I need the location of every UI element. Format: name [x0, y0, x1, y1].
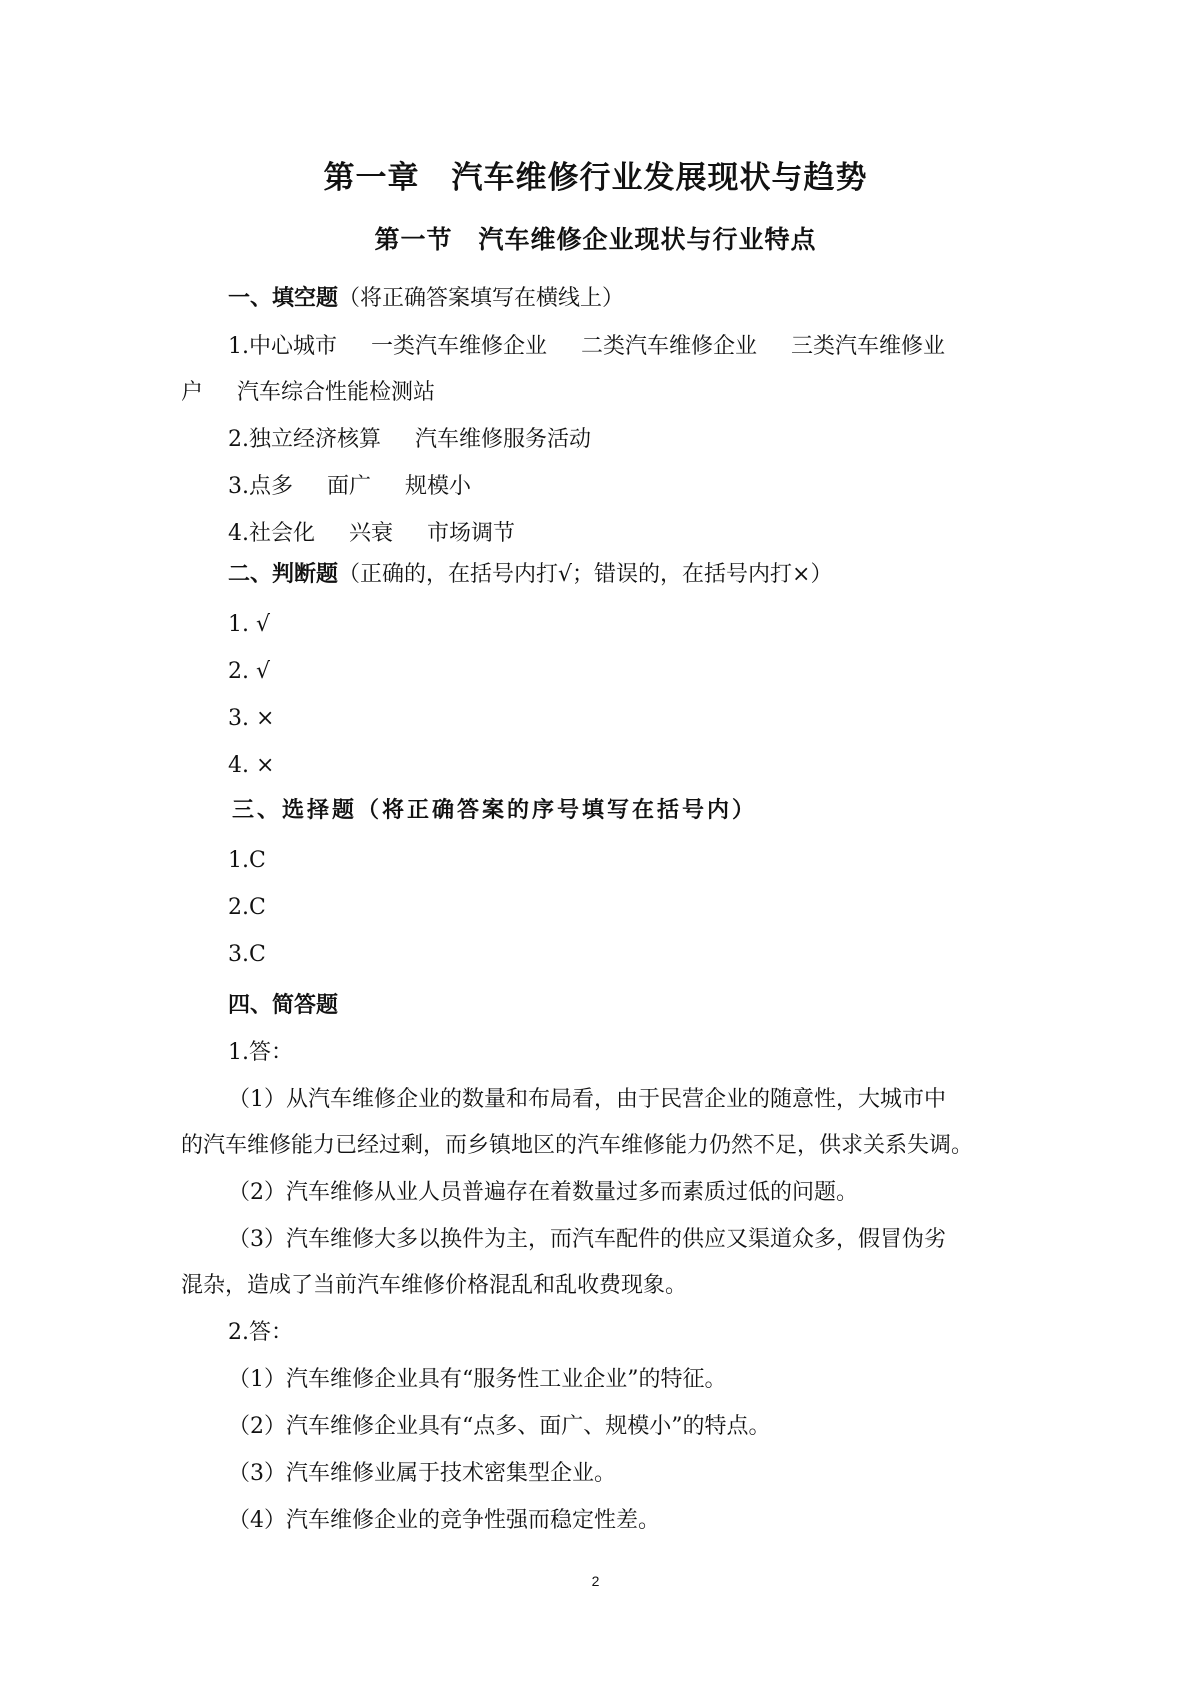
- blank-answer: 汽车维修服务活动: [415, 427, 592, 452]
- blank-answer: 三类汽车维修业: [791, 334, 946, 359]
- choice-answer: 1.C: [228, 848, 266, 873]
- answer-label: 1.答：: [228, 1040, 293, 1065]
- blank-answer: 一类汽车维修企业: [371, 334, 548, 359]
- part3-heading: 三、选择题（将正确答案的序号填写在括号内）: [232, 798, 758, 823]
- judge-answer: 4. ×: [228, 753, 275, 778]
- blank-answer: 汽车综合性能检测站: [237, 380, 436, 405]
- part1-q1: [228, 329, 945, 360]
- part1-q2: [228, 422, 591, 453]
- part1-q3: [228, 469, 471, 500]
- answer-text: （1）汽车维修企业具有“服务性工业企业”的特征。: [228, 1367, 727, 1392]
- chapter-title: 第一章 汽车维修行业发展现状与趋势: [323, 160, 868, 196]
- part4-head: 四、简答题: [228, 993, 339, 1018]
- section-title: 第一节 汽车维修企业现状与行业特点: [374, 225, 817, 254]
- judge-answer: 1. √: [228, 612, 271, 637]
- blank-answer: 规模小: [405, 474, 472, 499]
- answer-label: 2.答：: [228, 1320, 293, 1345]
- blank-answer: 1.中心城市: [228, 334, 337, 359]
- answer-text: 的汽车维修能力已经过剩，而乡镇地区的汽车维修能力仍然不足，供求关系失调。: [181, 1133, 974, 1158]
- blank-answer: 兴衰: [349, 521, 394, 546]
- part4-heading: [228, 988, 338, 1019]
- part2-note: （正确的，在括号内打√；错误的，在括号内打×）: [338, 562, 833, 587]
- answer-text: 混杂，造成了当前汽车维修价格混乱和乱收费现象。: [181, 1273, 688, 1298]
- answer-text: （3）汽车维修大多以换件为主，而汽车配件的供应又渠道众多，假冒伪劣: [228, 1227, 946, 1252]
- blank-answer: 3.点多: [228, 474, 293, 499]
- judge-answer: 2. √: [228, 659, 271, 684]
- judge-answer: 3. ×: [228, 706, 275, 731]
- part1-note: （将正确答案填写在横线上）: [338, 286, 625, 311]
- part1-heading: [228, 281, 624, 312]
- blank-answer: 市场调节: [427, 521, 516, 546]
- blank-answer: 2.独立经济核算: [228, 427, 381, 452]
- blank-answer: 二类汽车维修企业: [581, 334, 758, 359]
- answer-text: （2）汽车维修企业具有“点多、面广、规模小”的特点。: [228, 1414, 771, 1439]
- answer-text: （4）汽车维修企业的竞争性强而稳定性差。: [228, 1508, 660, 1533]
- choice-answer: 3.C: [228, 942, 266, 967]
- answer-text: （1）从汽车维修企业的数量和布局看，由于民营企业的随意性，大城市中: [228, 1087, 946, 1112]
- choice-answer: 2.C: [228, 895, 266, 920]
- blank-answer: 面广: [327, 474, 372, 499]
- part1-q4: [228, 516, 515, 547]
- part2-heading: [228, 557, 832, 588]
- page-number: 2: [591, 1573, 600, 1589]
- answer-text: （3）汽车维修业属于技术密集型企业。: [228, 1461, 616, 1486]
- part1-head: 一、填空题: [228, 286, 339, 311]
- part2-head: 二、判断题: [228, 562, 339, 587]
- blank-answer: 户: [181, 380, 204, 405]
- part1-q1-cont: [181, 375, 435, 406]
- answer-text: （2）汽车维修从业人员普遍存在着数量过多而素质过低的问题。: [228, 1180, 858, 1205]
- blank-answer: 4.社会化: [228, 521, 315, 546]
